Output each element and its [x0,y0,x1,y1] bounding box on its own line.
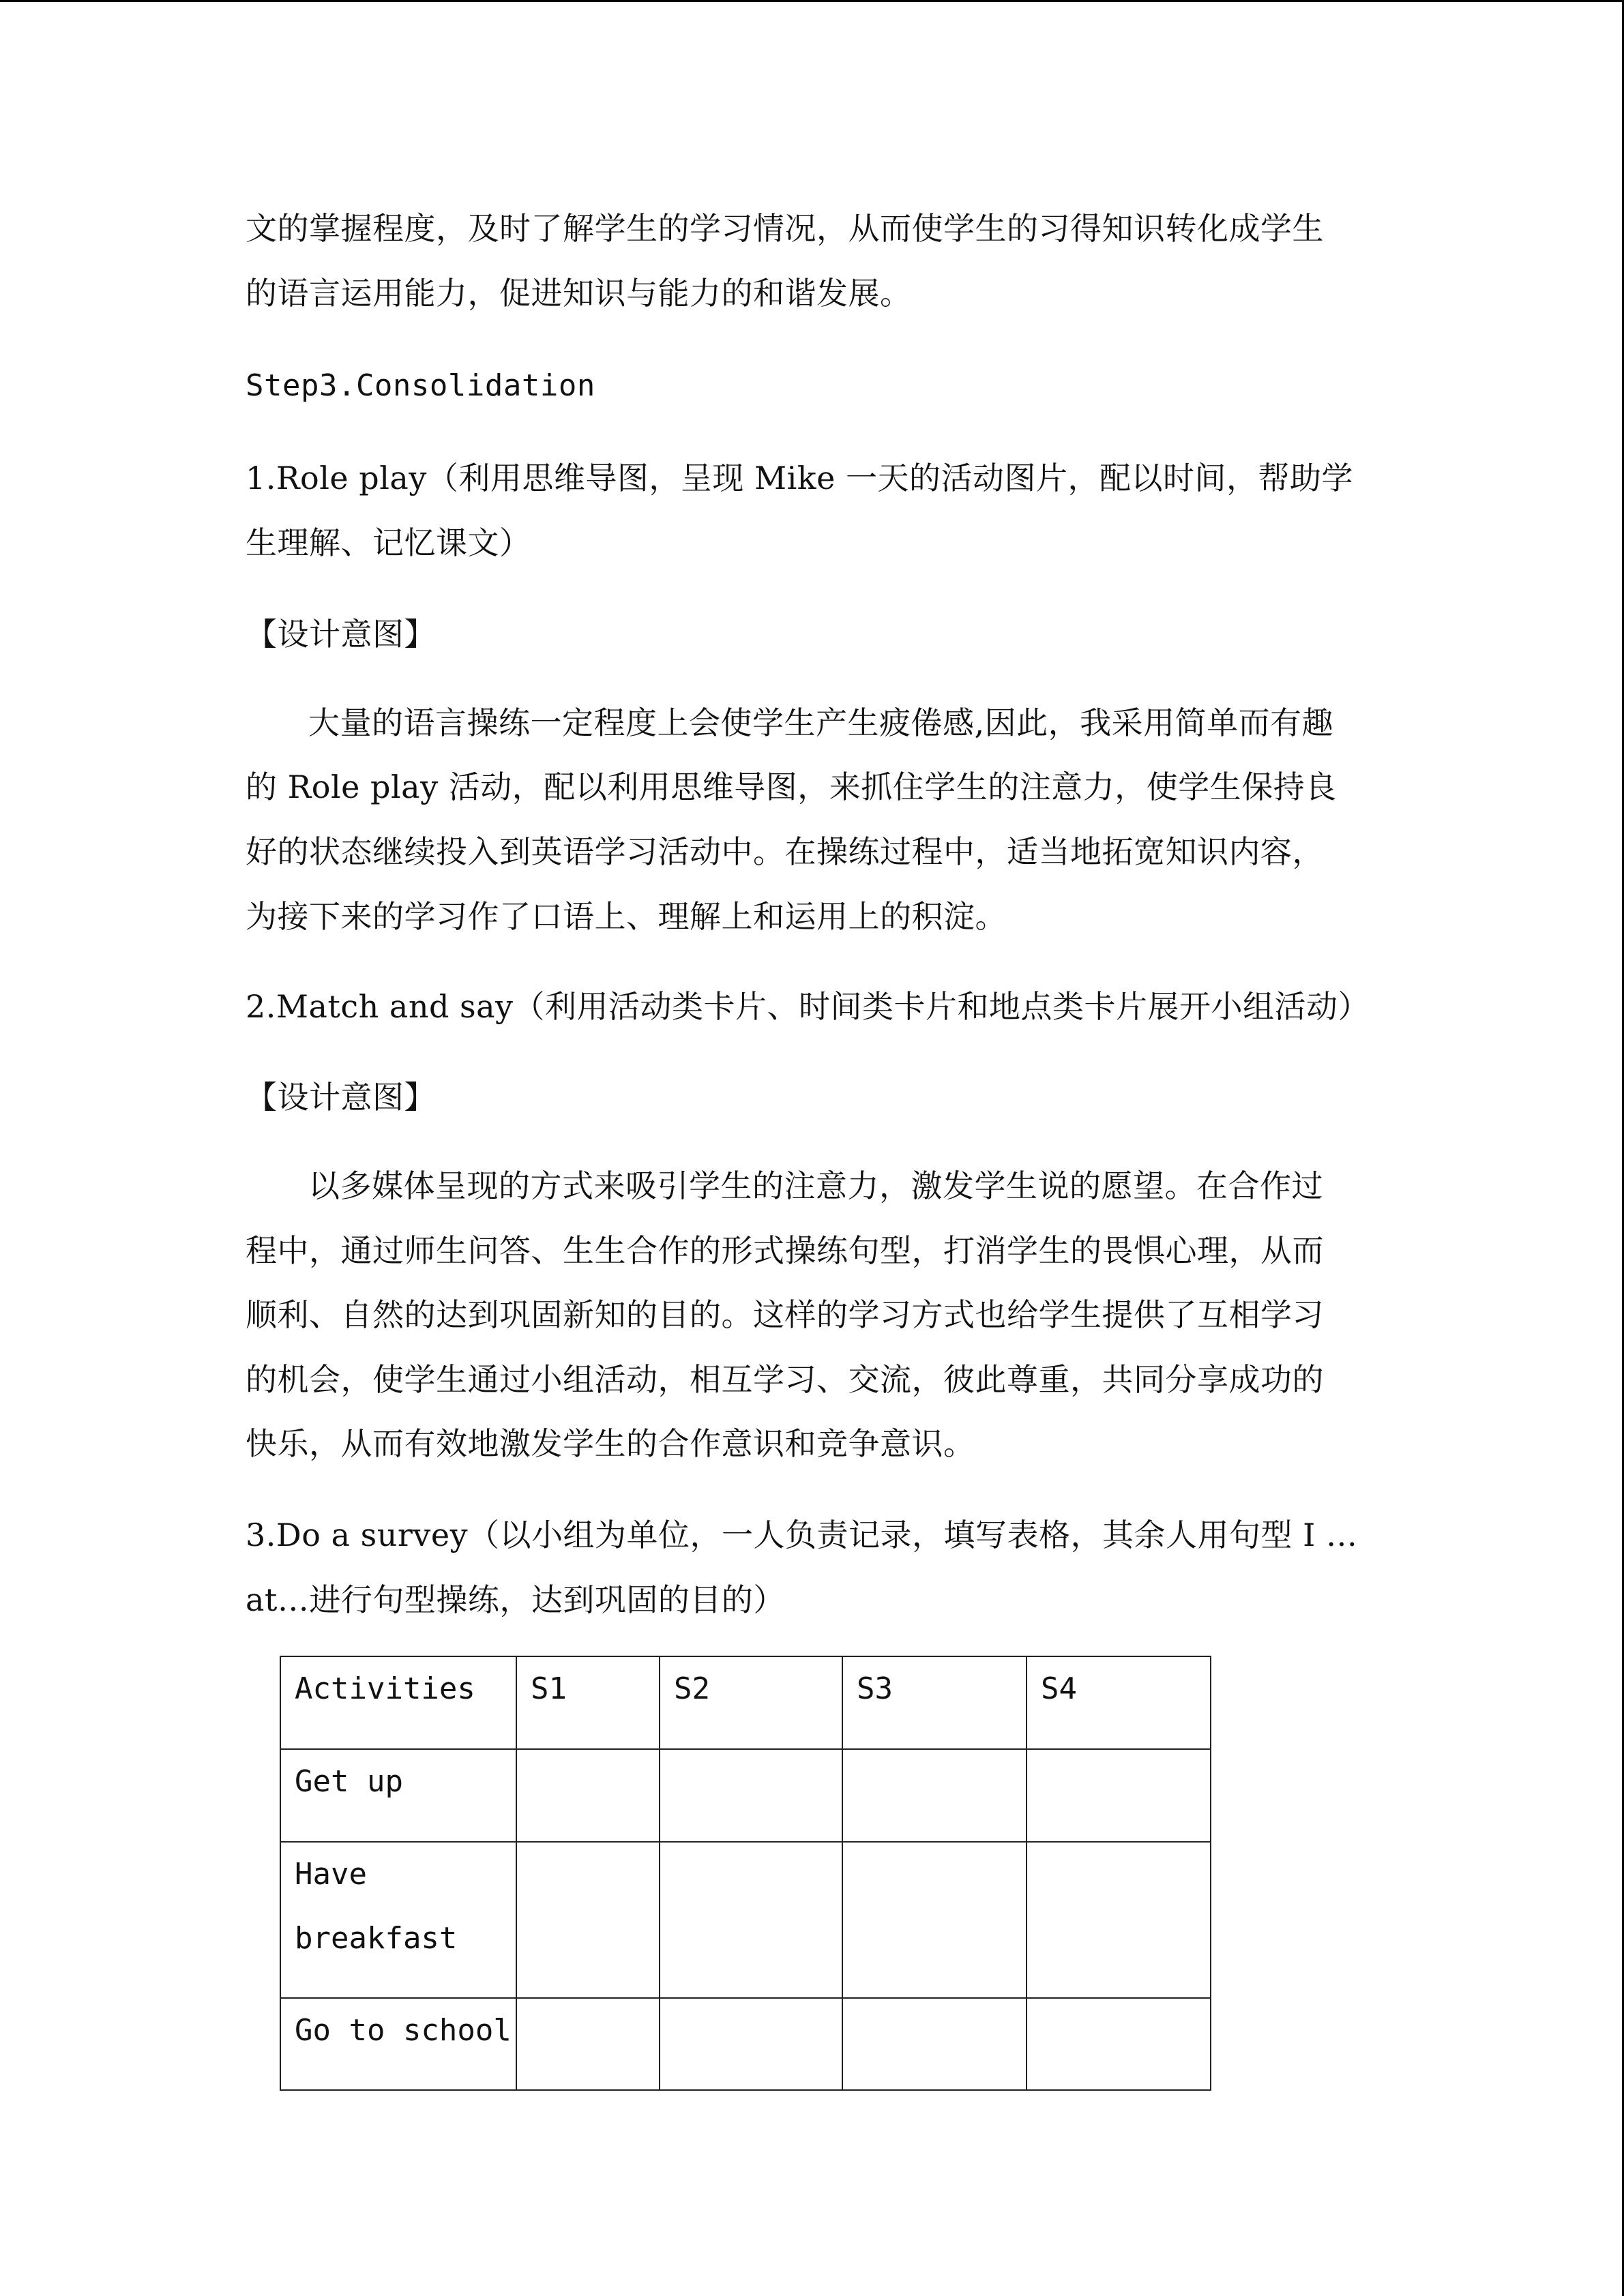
paragraph-line: 好的状态继续投入到英语学习活动中。在操练过程中，适当地拓宽知识内容， [246,833,1324,870]
header-cell-s2: S2 [660,1656,842,1749]
table-cell [660,1998,842,2090]
paragraph-line: 以多媒体呈现的方式来吸引学生的注意力，激发学生说的愿望。在合作过 [308,1167,1323,1204]
table-row [280,1998,1211,2090]
paragraph-line: 生理解、记忆课文） [246,524,531,561]
table-cell [842,1998,1027,2090]
table-header-row [280,1656,1211,1749]
survey-table [280,1656,1211,2091]
table-cell [516,1749,660,1842]
table-cell [516,1842,660,1998]
paragraph-line: at…进行句型操练，达到巩固的目的） [246,1581,785,1618]
item-3-do-a-survey: 3.Do a survey（以小组为单位，一人负责记录，填写表格，其余人用句型 I … [246,1517,1358,1553]
paragraph-line: 的 Role play 活动，配以利用思维导图，来抓住学生的注意力，使学生保持良 [246,769,1337,805]
table-cell [1027,1842,1211,1998]
paragraph-line: 为接下来的学习作了口语上、理解上和运用上的积淀。 [246,898,1007,935]
table-cell [842,1842,1027,1998]
table-cell [1027,1998,1211,2090]
header-cell-activities: Activities [280,1656,516,1749]
paragraph-line: 的机会，使学生通过小组活动，相互学习、交流，彼此尊重，共同分享成功的 [246,1361,1324,1398]
section-heading-step3: Step3.Consolidation [246,368,595,403]
table-cell [660,1842,842,1998]
activity-cell: Have breakfast [280,1842,516,1998]
design-intent-heading: 【设计意图】 [246,616,436,653]
item-1-role-play: 1.Role play（利用思维导图，呈现 Mike 一天的活动图片，配以时间，帮助学 [246,460,1353,496]
paragraph-line: 的语言运用能力，促进知识与能力的和谐发展。 [246,275,912,312]
paragraph-line: 文的掌握程度，及时了解学生的学习情况，从而使学生的习得知识转化成学生 [246,210,1324,247]
design-intent-heading: 【设计意图】 [246,1079,436,1116]
activity-cell: Get up [280,1749,516,1842]
activity-cell: Go to school [280,1998,516,2090]
paragraph-line: 大量的语言操练一定程度上会使学生产生疲倦感,因此，我采用简单而有趣 [308,704,1334,741]
paragraph-line: 快乐，从而有效地激发学生的合作意识和竞争意识。 [246,1425,975,1462]
table-cell [1027,1749,1211,1842]
table-row [280,1842,1211,1998]
header-cell-s4: S4 [1027,1656,1211,1749]
table-row [280,1749,1211,1842]
header-cell-s1: S1 [516,1656,660,1749]
item-2-match-and-say: 2.Match and say（利用活动类卡片、时间类卡片和地点类卡片展开小组活动） [246,988,1370,1025]
paragraph-line: 程中，通过师生问答、生生合作的形式操练句型，打消学生的畏惧心理，从而 [246,1232,1324,1269]
table-cell [660,1749,842,1842]
table-cell [516,1998,660,2090]
header-cell-s3: S3 [842,1656,1027,1749]
table-cell [842,1749,1027,1842]
paragraph-line: 顺利、自然的达到巩固新知的目的。这样的学习方式也给学生提供了互相学习 [246,1296,1324,1333]
